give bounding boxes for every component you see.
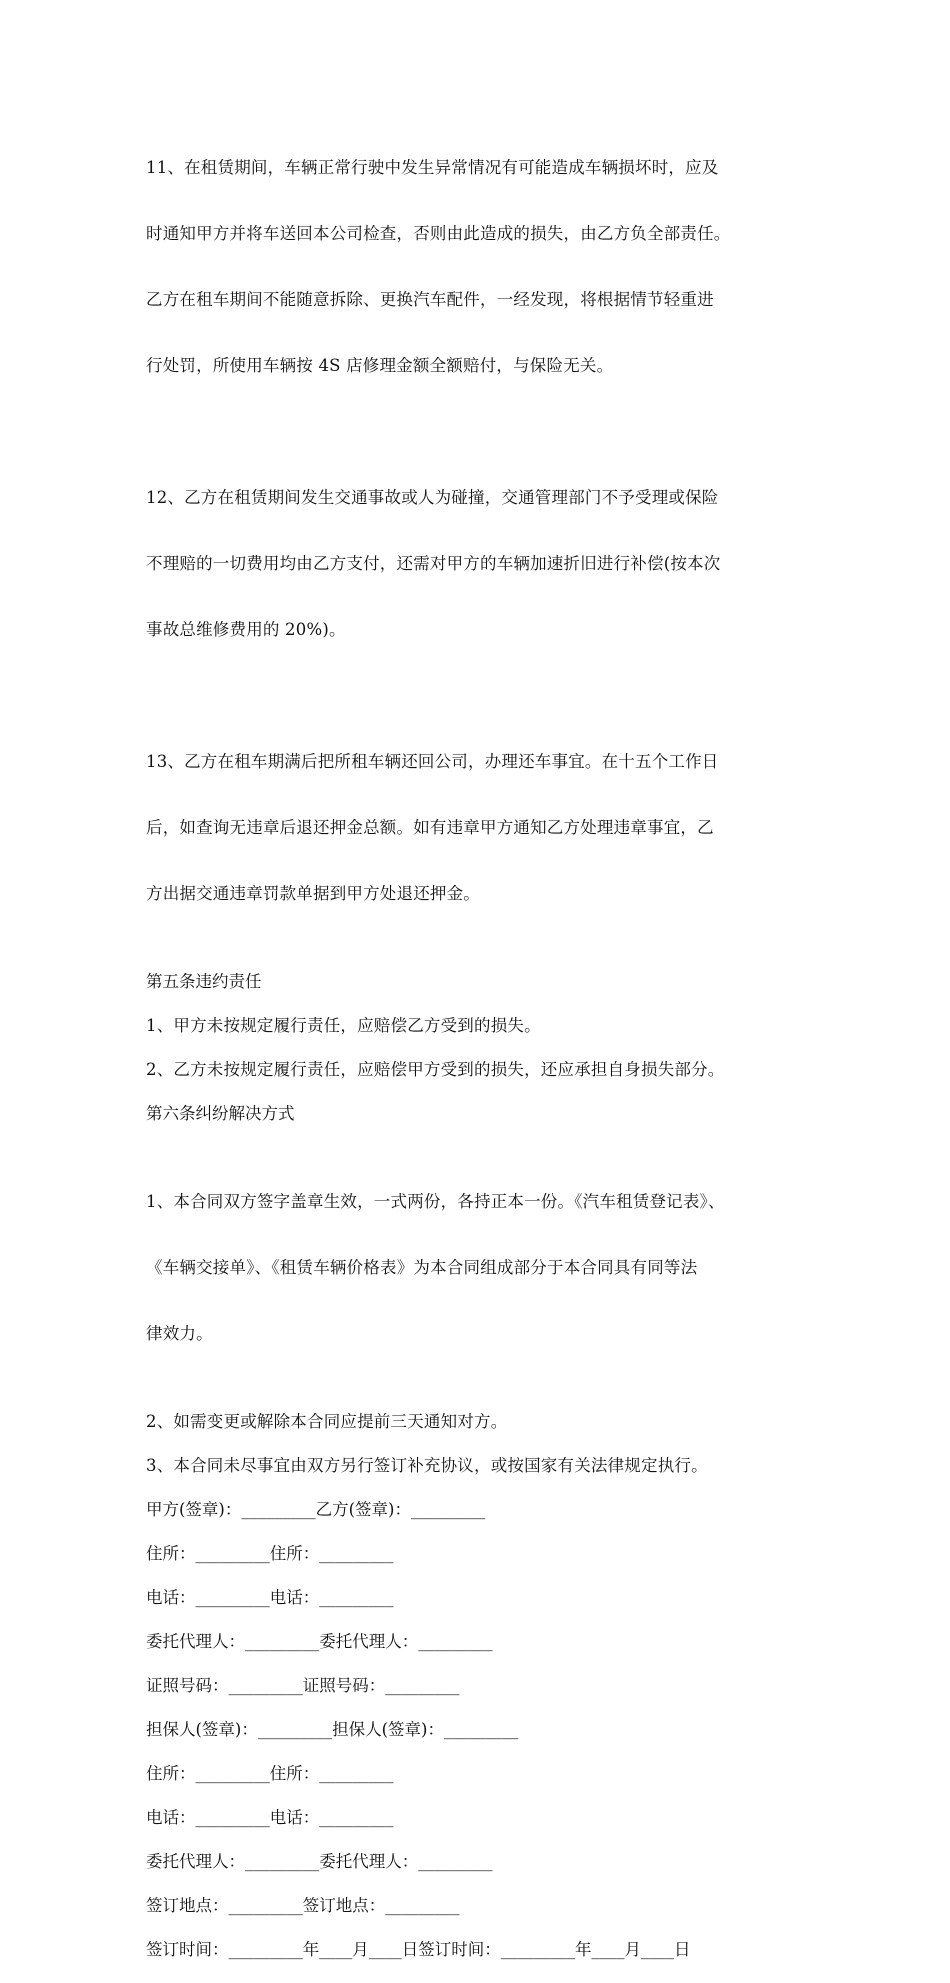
clause-line: 方出据交通违章罚款单据到甲方处退还押金。 [146, 884, 480, 903]
signature-id-row: 证照号码：_________证照号码：_________ [146, 1676, 460, 1695]
signature-party-row: 甲方(签章)：_________乙方(签章)：_________ [146, 1500, 486, 1519]
clause-line: 时通知甲方并将车送回本公司检查，否则由此造成的损失，由乙方负全部责任。 [146, 224, 731, 243]
clause-line: 12、乙方在租赁期间发生交通事故或人为碰撞，交通管理部门不予受理或保险 [146, 488, 719, 507]
clause-line: 13、乙方在租车期满后把所租车辆还回公司，办理还车事宜。在十五个工作日 [146, 752, 719, 771]
signature-address-row: 住所：_________住所：_________ [146, 1764, 394, 1783]
clause-line: 后，如查询无违章后退还押金总额。如有违章甲方通知乙方处理违章事宜，乙 [146, 818, 714, 837]
clause-line: 不理赔的一切费用均由乙方支付，还需对甲方的车辆加速折旧进行补偿(按本次 [146, 554, 721, 573]
article-5-item-2: 2、乙方未按规定履行责任，应赔偿甲方受到的损失，还应承担自身损失部分。 [146, 1060, 725, 1079]
clause-line: 《车辆交接单》、《租赁车辆价格表》为本合同组成部分于本合同具有同等法 [146, 1258, 698, 1277]
clause-line: 行处罚，所使用车辆按 4S 店修理金额全额赔付，与保险无关。 [146, 356, 614, 375]
article-6-item-2: 2、如需变更或解除本合同应提前三天通知对方。 [146, 1412, 508, 1431]
signature-phone-row: 电话：_________电话：_________ [146, 1808, 394, 1827]
signature-agent-row: 委托代理人：_________委托代理人：_________ [146, 1632, 493, 1651]
article-5-item-1: 1、甲方未按规定履行责任，应赔偿乙方受到的损失。 [146, 1016, 541, 1035]
signature-date-row: 签订时间：_________年____月____日签订时间：_________年____月____日 [146, 1940, 691, 1959]
clause-line: 1、本合同双方签字盖章生效，一式两份，各持正本一份。《汽车租赁登记表》、 [146, 1192, 725, 1211]
signature-phone-row: 电话：_________电话：_________ [146, 1588, 394, 1607]
clause-12 [146, 443, 818, 685]
clause-line: 事故总维修费用的 20%)。 [146, 620, 346, 639]
clause-line: 11、在租赁期间，车辆正常行驶中发生异常情况有可能造成车辆损坏时，应及 [146, 158, 719, 177]
article-5-heading: 第五条违约责任 [146, 972, 262, 991]
article-6-item-3: 3、本合同未尽事宜由双方另行签订补充协议，或按国家有关法律规定执行。 [146, 1456, 708, 1475]
clause-line: 乙方在租车期间不能随意拆除、更换汽车配件，一经发现，将根据情节轻重进 [146, 290, 714, 309]
signature-place-row: 签订地点：_________签订地点：_________ [146, 1896, 460, 1915]
document-page [146, 113, 818, 1983]
signature-agent-row: 委托代理人：_________委托代理人：_________ [146, 1852, 493, 1871]
signature-guarantor-row: 担保人(签章)：_________担保人(签章)：_________ [146, 1720, 519, 1739]
article-6-item-1 [146, 1147, 818, 1389]
clause-11 [146, 113, 818, 421]
clause-line: 律效力。 [146, 1324, 213, 1343]
article-6-heading: 第六条纠纷解决方式 [146, 1104, 295, 1123]
signature-address-row: 住所：_________住所：_________ [146, 1544, 394, 1563]
clause-13 [146, 707, 818, 949]
